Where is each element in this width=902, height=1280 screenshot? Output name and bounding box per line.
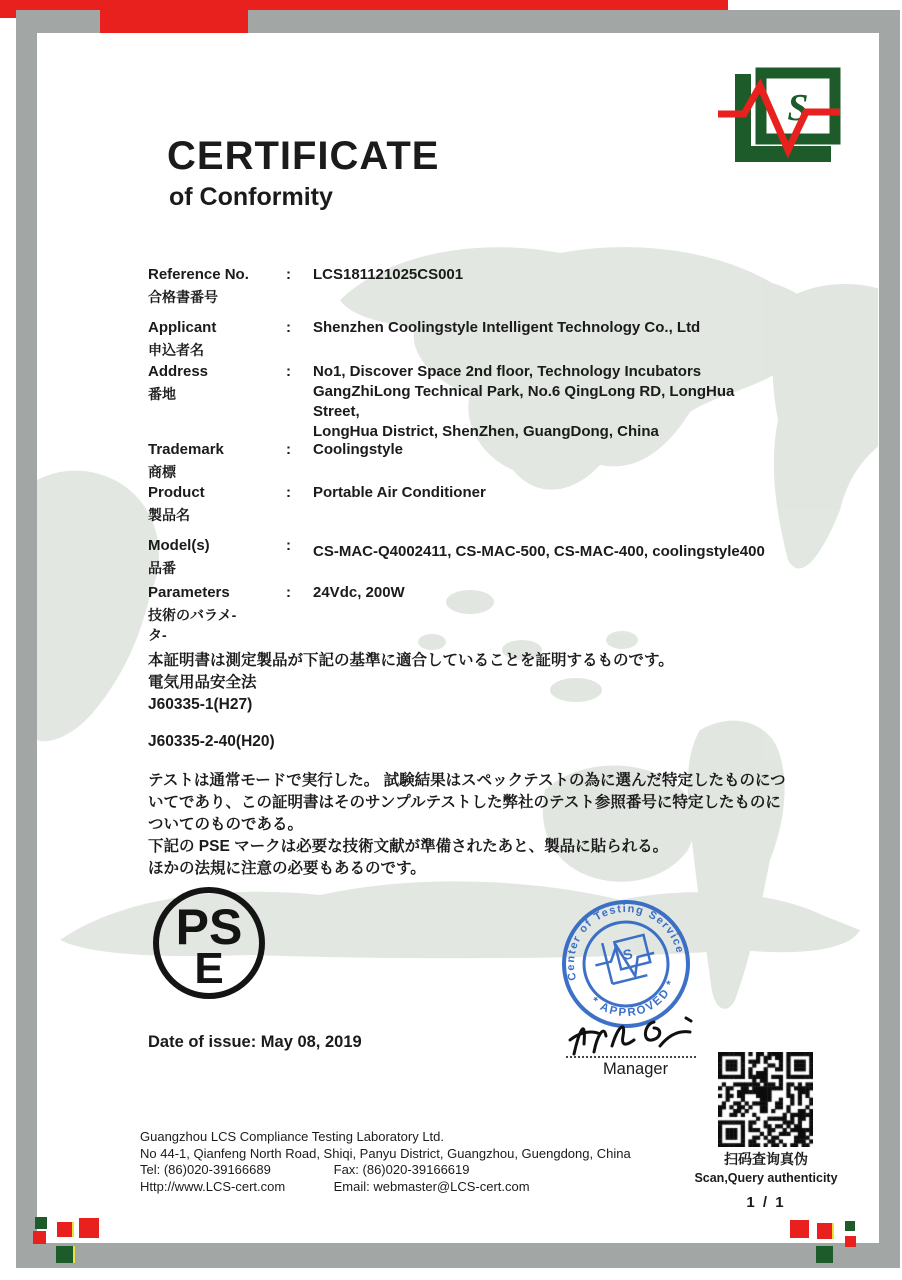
field-colon: : (286, 484, 291, 501)
manager-signature (566, 1010, 704, 1060)
decor-square (35, 1217, 47, 1229)
decor-square (57, 1222, 72, 1237)
field-colon: : (286, 363, 291, 380)
field-value-line: CS-MAC-Q4002411, CS-MAC-500, CS-MAC-400, coolingstyle400 (313, 543, 765, 560)
stamp-arc-bottom-text: * APPROVED * (588, 977, 679, 1020)
field-label: Product (148, 484, 205, 501)
field-colon: : (286, 319, 291, 336)
field-colon: : (286, 441, 291, 458)
field-value (313, 536, 784, 562)
issuer-tel: Tel: (86)020-39166689 (140, 1162, 271, 1177)
decor-square (817, 1223, 832, 1239)
map-africa (37, 471, 159, 742)
pse-mark (151, 884, 267, 1002)
field-label-japanese: 申込者名 (148, 342, 204, 358)
field-row (148, 440, 784, 482)
field-label-japanese: 技術のバラメ-タ- (148, 607, 237, 643)
issuer-email: Email: webmaster@LCS-cert.com (333, 1178, 530, 1194)
conformity-statement (148, 650, 796, 880)
issuer-footer (140, 1129, 631, 1195)
field-label-japanese: 合格書番号 (148, 289, 218, 305)
lcs-logo (710, 64, 846, 168)
field-colon: : (286, 537, 291, 554)
map-north-america (773, 284, 878, 569)
field-label: Applicant (148, 319, 217, 336)
field-value (313, 362, 784, 442)
stamp-logo-letter: S (621, 945, 635, 964)
field-value-line: Portable Air Conditioner (313, 484, 486, 501)
decor-square (845, 1236, 856, 1247)
top-red-accent-bar (100, 10, 248, 33)
field-label: Trademark (148, 441, 224, 458)
field-value-line: GangZhiLong Technical Park, No.6 QingLong RD, LongHua Street, (313, 383, 735, 420)
field-value (313, 583, 784, 603)
statement-line-1: 本証明書は測定製品が下記の基準に適合していることを証明するものです。 (148, 652, 674, 669)
statement-law: 電気用品安全法 (148, 674, 257, 691)
field-label: Address (148, 363, 209, 380)
field-label-japanese: 番地 (148, 386, 176, 402)
statement-standard-1: J60335-1(H27) (148, 696, 253, 713)
field-row (148, 265, 784, 307)
signer-role-label: Manager (602, 1060, 669, 1078)
issuer-address: No 44-1, Qianfeng North Road, Shiqi, Panyu District, Guangzhou, Guengdong, China (140, 1145, 631, 1161)
field-value-line: Coolingstyle (313, 441, 404, 458)
stamp-arc-top-text: Center of Testing Service (564, 902, 686, 982)
field-row (148, 583, 784, 645)
date-of-issue: Date of issue: May 08, 2019 (148, 1033, 362, 1051)
field-label-japanese: 品番 (148, 560, 176, 576)
decor-square (56, 1246, 73, 1263)
field-value-line: LCS181121025CS001 (313, 266, 464, 283)
issuer-website: Http://www.LCS-cert.com (140, 1178, 286, 1194)
lcs-logo-letter: S (787, 87, 809, 129)
statement-line-pse: 下記の PSE マークは必要な技術文献が準備されたあと、製品に貼られる。 (148, 838, 669, 855)
issuer-fax: Fax: (86)020-39166619 (333, 1162, 470, 1177)
field-row (148, 318, 784, 360)
qr-caption-english: Scan,Query authenticity (694, 1171, 838, 1185)
statement-standard-2: J60335-2-40(H20) (148, 733, 275, 750)
field-value (313, 318, 784, 338)
decor-square (845, 1221, 855, 1231)
field-label: Model(s) (148, 537, 210, 554)
field-value (313, 265, 784, 285)
field-colon: : (286, 266, 291, 283)
statement-paragraph: テストは通常モードで実行した。 試験結果はスペックテストの為に選んだ特定したものについてであり、この証明書はそのサンプルテストした弊社のテスト参照番号に特定したものについてのものである。 (148, 772, 786, 833)
field-value (313, 440, 784, 460)
field-row (148, 483, 784, 525)
qr-caption-block (690, 1149, 842, 1211)
qr-code (718, 1052, 813, 1147)
issuer-company: Guangzhou LCS Compliance Testing Laboratory Ltd. (140, 1129, 445, 1144)
field-value-line: Shenzhen Coolingstyle Intelligent Technology Co., Ltd (313, 319, 701, 336)
field-value-line: LongHua District, ShenZhen, GuangDong, China (313, 423, 659, 440)
field-row (148, 536, 784, 578)
qr-caption-chinese: 扫码查询真伪 (724, 1151, 808, 1167)
decor-square (790, 1220, 809, 1238)
field-label-japanese: 商標 (148, 464, 176, 480)
certificate-subtitle: of Conformity (169, 183, 333, 211)
decor-square (79, 1218, 99, 1238)
field-label: Parameters (148, 584, 230, 601)
field-label: Reference No. (148, 266, 249, 283)
field-value-line: No1, Discover Space 2nd floor, Technology Incubators (313, 363, 702, 380)
pse-letters-top: PS (175, 899, 243, 955)
decor-square (33, 1231, 46, 1244)
field-label-japanese: 製品名 (148, 507, 190, 523)
lcs-logo-l-horizontal (735, 146, 831, 162)
decor-square (816, 1246, 833, 1263)
field-colon: : (286, 584, 291, 601)
statement-line-other: ほかの法規に注意の必要もあるのです。 (148, 860, 426, 877)
field-value (313, 483, 784, 503)
field-value-line: 24Vdc, 200W (313, 584, 405, 601)
certificate-title: CERTIFICATE (167, 134, 440, 178)
pse-letter-bottom: E (194, 944, 224, 993)
field-row (148, 362, 784, 442)
page-number: 1 / 1 (746, 1194, 786, 1211)
